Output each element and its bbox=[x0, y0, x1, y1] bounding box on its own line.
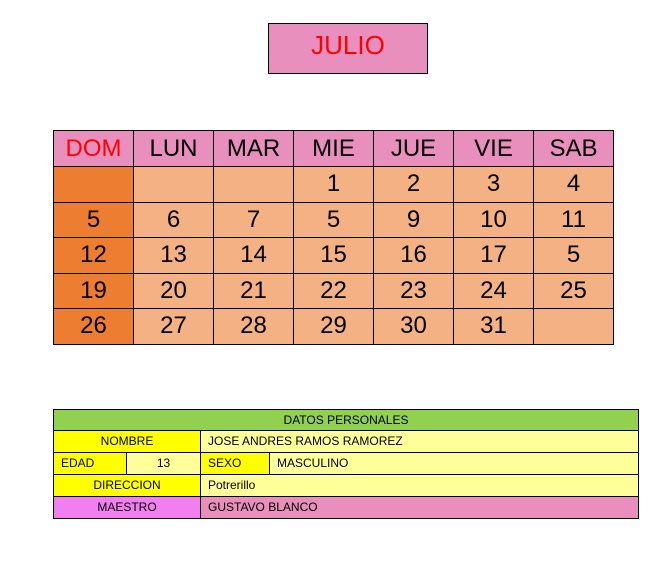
day-cell bbox=[214, 167, 294, 203]
name-value: JOSE ANDRES RAMOS RAMOREZ bbox=[201, 431, 638, 452]
weekday-header-vie: VIE bbox=[454, 131, 534, 167]
weekday-header-sab: SAB bbox=[534, 131, 614, 167]
name-label: NOMBRE bbox=[54, 431, 201, 452]
calendar-table bbox=[53, 130, 614, 345]
day-cell: 3 bbox=[454, 167, 534, 203]
day-cell: 22 bbox=[294, 273, 374, 309]
teacher-value: GUSTAVO BLANCO bbox=[201, 497, 638, 518]
day-cell: 29 bbox=[294, 309, 374, 345]
day-cell: 20 bbox=[134, 273, 214, 309]
day-cell: 9 bbox=[374, 202, 454, 238]
calendar-week-row bbox=[54, 167, 614, 203]
calendar-week-row bbox=[54, 238, 614, 274]
day-cell: 11 bbox=[534, 202, 614, 238]
day-cell bbox=[54, 167, 134, 203]
age-value: 13 bbox=[127, 453, 201, 474]
address-row bbox=[53, 475, 639, 497]
day-cell: 26 bbox=[54, 309, 134, 345]
age-label: EDAD bbox=[54, 453, 127, 474]
day-cell bbox=[134, 167, 214, 203]
calendar-week-row bbox=[54, 202, 614, 238]
weekday-header-lun: LUN bbox=[134, 131, 214, 167]
teacher-row bbox=[53, 497, 639, 519]
day-cell: 27 bbox=[134, 309, 214, 345]
sex-label: SEXO bbox=[201, 453, 270, 474]
calendar-header-row bbox=[54, 131, 614, 167]
day-cell: 10 bbox=[454, 202, 534, 238]
day-cell: 5 bbox=[54, 202, 134, 238]
day-cell: 17 bbox=[454, 238, 534, 274]
day-cell: 28 bbox=[214, 309, 294, 345]
teacher-label: MAESTRO bbox=[54, 497, 201, 518]
day-cell: 16 bbox=[374, 238, 454, 274]
personal-data-table bbox=[53, 409, 639, 519]
day-cell: 24 bbox=[454, 273, 534, 309]
weekday-header-mar: MAR bbox=[214, 131, 294, 167]
day-cell: 21 bbox=[214, 273, 294, 309]
address-label: DIRECCION bbox=[54, 475, 201, 496]
sex-value: MASCULINO bbox=[270, 453, 638, 474]
weekday-header-mie: MIE bbox=[294, 131, 374, 167]
address-value: Potrerillo bbox=[201, 475, 638, 496]
day-cell: 13 bbox=[134, 238, 214, 274]
weekday-header-jue: JUE bbox=[374, 131, 454, 167]
age-sex-row bbox=[53, 453, 639, 475]
day-cell: 5 bbox=[294, 202, 374, 238]
day-cell: 12 bbox=[54, 238, 134, 274]
day-cell: 6 bbox=[134, 202, 214, 238]
day-cell: 2 bbox=[374, 167, 454, 203]
day-cell: 25 bbox=[534, 273, 614, 309]
day-cell bbox=[534, 309, 614, 345]
day-cell: 31 bbox=[454, 309, 534, 345]
personal-data-header-row bbox=[53, 409, 639, 431]
day-cell: 30 bbox=[374, 309, 454, 345]
day-cell: 15 bbox=[294, 238, 374, 274]
calendar-week-row bbox=[54, 309, 614, 345]
personal-data-header: DATOS PERSONALES bbox=[283, 413, 409, 427]
day-cell: 19 bbox=[54, 273, 134, 309]
day-cell: 1 bbox=[294, 167, 374, 203]
calendar-week-row bbox=[54, 273, 614, 309]
day-cell: 14 bbox=[214, 238, 294, 274]
day-cell: 5 bbox=[534, 238, 614, 274]
month-title: JULIO bbox=[268, 23, 428, 74]
weekday-header-dom: DOM bbox=[54, 131, 134, 167]
day-cell: 23 bbox=[374, 273, 454, 309]
day-cell: 7 bbox=[214, 202, 294, 238]
day-cell: 4 bbox=[534, 167, 614, 203]
name-row bbox=[53, 431, 639, 453]
